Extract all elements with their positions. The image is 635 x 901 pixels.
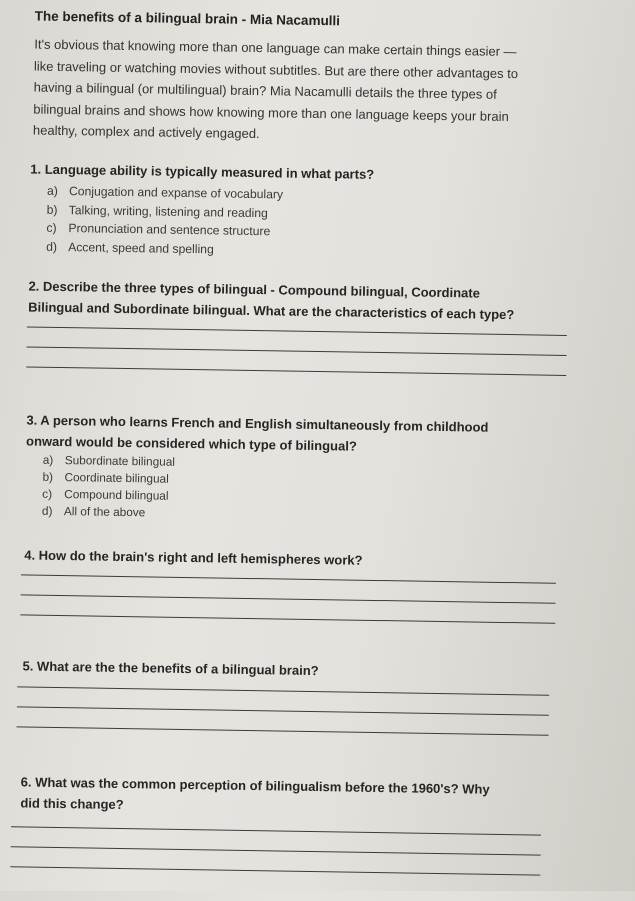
answer-line[interactable] [20, 614, 555, 624]
option-text: Talking, writing, listening and reading [68, 202, 268, 220]
answer-line[interactable] [21, 594, 556, 604]
answer-line[interactable] [11, 846, 541, 856]
question-1: 1. Language ability is typically measured in what parts? [30, 161, 375, 182]
answer-line[interactable] [21, 574, 556, 584]
option-label: a) [42, 452, 54, 467]
option-label: d) [41, 503, 53, 518]
option-text: Pronunciation and sentence structure [68, 221, 271, 239]
option-label: b) [46, 202, 58, 217]
option-c [42, 486, 174, 505]
option-b [42, 469, 174, 488]
answer-line[interactable] [26, 366, 566, 376]
intro-line: healthy, complex and actively engaged. [32, 122, 260, 142]
question-3-line: 3. A person who learns French and English simultaneously from childhood [26, 412, 489, 435]
question-4: 4. How do the brain's right and left hemispheres work? [24, 547, 363, 568]
option-text: All of the above [63, 504, 146, 520]
option-d [42, 503, 174, 522]
question-3-options [42, 452, 175, 522]
question-6-line: did this change? [20, 795, 124, 813]
option-text: Subordinate bilingual [64, 453, 176, 469]
answer-line[interactable] [27, 346, 567, 356]
intro-line: like traveling or watching movies without subtitles. But are there other advantages to [33, 58, 519, 81]
option-label: a) [46, 183, 58, 198]
option-text: Accent, speed and spelling [68, 239, 214, 256]
answer-line[interactable] [17, 686, 549, 696]
worksheet-title: The benefits of a bilingual brain - Mia Nacamulli [34, 8, 341, 29]
question-3-line: onward would be considered which type of bilingual? [25, 433, 357, 454]
option-label: c) [46, 220, 57, 235]
intro-paragraph [33, 34, 585, 150]
question-6 [20, 771, 581, 822]
intro-line: bilingual brains and shows how knowing more than one language keeps your brain [33, 101, 509, 124]
answer-line[interactable] [27, 326, 567, 336]
option-text: Coordinate bilingual [64, 470, 169, 486]
question-5: 5. What are the the benefits of a bilingual brain? [22, 658, 319, 679]
option-label: c) [42, 486, 53, 501]
option-text: Conjugation and expanse of vocabulary [68, 184, 284, 202]
option-d [46, 237, 282, 259]
question-2-line: Bilingual and Subordinate bilingual. What are the characteristics of each type? [28, 299, 515, 323]
answer-line[interactable] [11, 826, 541, 836]
answer-line[interactable] [17, 726, 549, 736]
option-a [43, 452, 175, 471]
question-2-line: 2. Describe the three types of bilingual - Compound bilingual, Coordinate [28, 278, 481, 301]
option-label: b) [42, 469, 54, 484]
intro-line: It's obvious that knowing more than one language can make certain things easier — [34, 36, 517, 60]
intro-line: having a bilingual (or multilingual) brain? Mia Nacamulli details the three types of [33, 79, 497, 102]
question-1-options [46, 182, 283, 260]
question-6-line: 6. What was the common perception of bilingualism before the 1960's? Why [20, 774, 490, 797]
answer-line[interactable] [17, 706, 549, 716]
question-2 [28, 275, 589, 326]
option-text: Compound bilingual [64, 487, 169, 503]
option-label: d) [46, 239, 58, 254]
answer-line[interactable] [10, 866, 540, 876]
